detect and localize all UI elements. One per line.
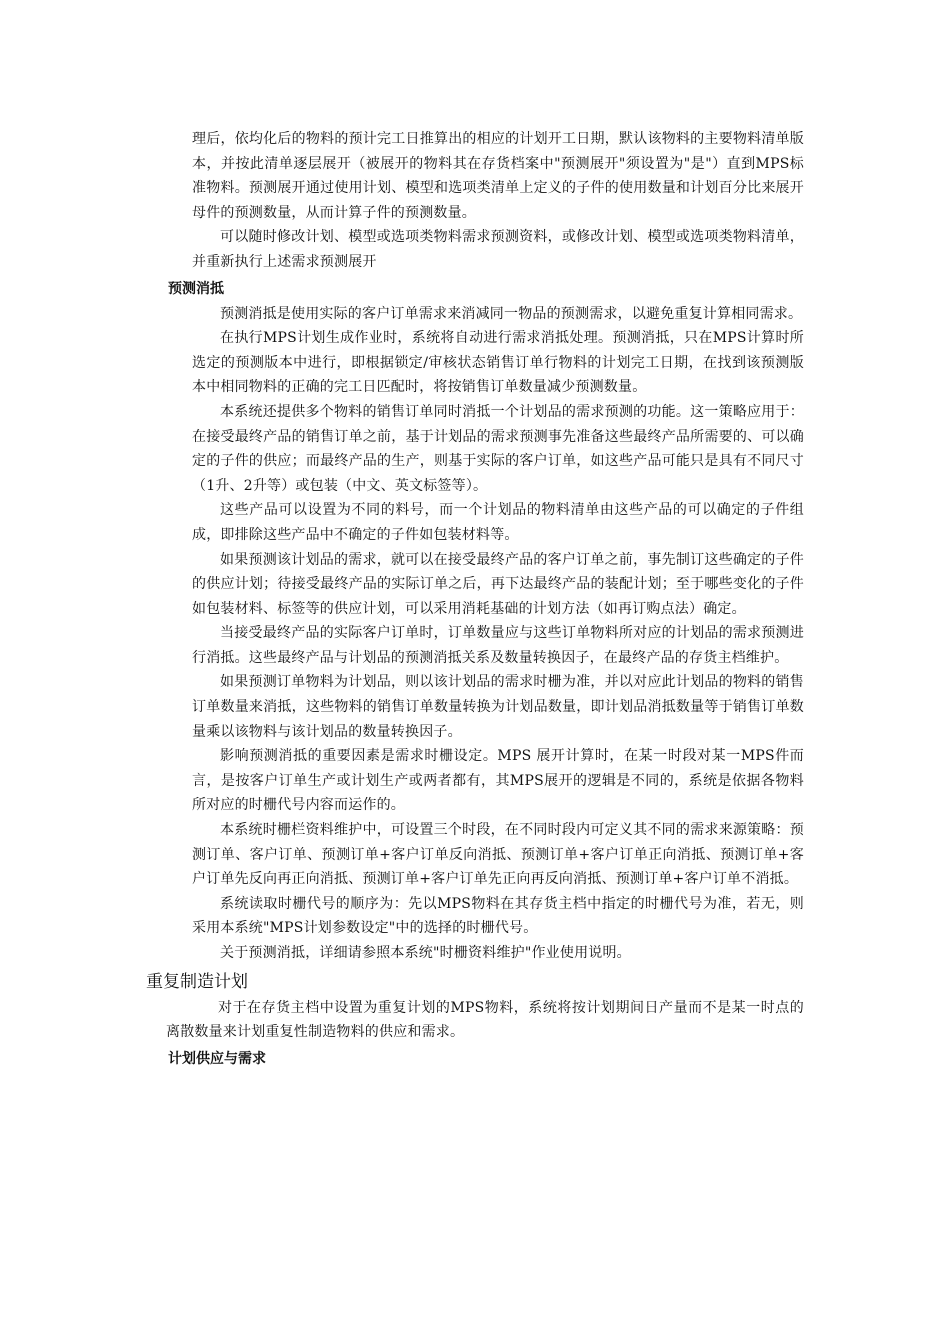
forecast-offset-paragraph-2: 在执行MPS计划生成作业时，系统将自动进行需求消抵处理。预测消抵，只在MPS计算时所选定的预测版本中进行，即根据锁定/审核状态销售订单行物料的计划完工日期，在找到该预测版本中相同物料的正确的完工日匹配时，将按销售订单数量减少预测数量。 bbox=[192, 330, 804, 396]
document-body bbox=[146, 127, 804, 1072]
forecast-offset-paragraph-9: 本系统时栅栏资料维护中，可设置三个时段，在不同时段内可定义其不同的需求来源策略：预测订单、客户订单、预测订单+客户订单反向消抵、预测订单+客户订单正向消抵、预测订单+客户订单先反向再正向消抵、预测订单+客户订单先正向再反向消抵、预测订单+客户订单不消抵。 bbox=[192, 822, 804, 888]
forecast-offset-paragraph-6: 当接受最终产品的实际客户订单时，订单数量应与这些订单物料所对应的计划品的需求预测进行消抵。这些最终产品与计划品的预测消抵关系及数量转换因子，在最终产品的存货主档维护。 bbox=[192, 625, 804, 666]
forecast-offset-paragraph-1: 预测消抵是使用实际的客户订单需求来消减同一物品的预测需求，以避免重复计算相同需求。 bbox=[220, 305, 803, 322]
heading-repetitive-manufacturing: 重复制造计划 bbox=[146, 971, 248, 992]
forecast-offset-paragraph-3: 本系统还提供多个物料的销售订单同时消抵一个计划品的需求预测的功能。这一策略应用于：在接受最终产品的销售订单之前，基于计划品的需求预测事先准备这些最终产品所需要的、可以确定的子件的供应；而最终产品的生产，则基于实际的客户订单，如这些产品可能只是具有不同尺寸（1升、2升等）或包装（中文、英文标签等）。 bbox=[192, 403, 804, 494]
forecast-offset-paragraph-11: 关于预测消抵，详细请参照本系统"时栅资料维护"作业使用说明。 bbox=[220, 945, 631, 961]
repetitive-paragraph: 对于在存货主档中设置为重复计划的MPS物料，系统将按计划期间日产量而不是某一时点的离散数量来计划重复性制造物料的供应和需求。 bbox=[166, 999, 804, 1041]
forecast-offset-paragraph-4: 这些产品可以设置为不同的料号，而一个计划品的物料清单由这些产品的可以确定的子件组成，即排除这些产品中不确定的子件如包装材料等。 bbox=[192, 502, 804, 543]
heading-planned-supply-demand: 计划供应与需求 bbox=[168, 1050, 266, 1067]
intro-paragraph-1: 理后，依均化后的物料的预计完工日推算出的相应的计划开工日期，默认该物料的主要物料清单版本，并按此清单逐层展开（被展开的物料其在存货档案中"预测展开"须设置为"是"）直到MPS标准物料。预测展开通过使用计划、模型和选项类清单上定义的子件的使用数量和计划百分比来展开母件的预测数量，从而计算子件的预测数量。 bbox=[192, 131, 804, 221]
forecast-offset-paragraph-7: 如果预测订单物料为计划品，则以该计划品的需求时栅为准，并以对应此计划品的物料的销售订单数量来消抵，这些物料的销售订单数量转换为计划品数量，即计划品消抵数量等于销售订单数量乘以该物料与该计划品的数量转换因子。 bbox=[192, 674, 804, 740]
forecast-offset-paragraph-5: 如果预测该计划品的需求，就可以在接受最终产品的客户订单之前，事先制订这些确定的子件的供应计划；待接受最终产品的实际订单之后，再下达最终产品的装配计划；至于哪些变化的子件如包装材料、标签等的供应计划，可以采用消耗基础的计划方法（如再订购点法）确定。 bbox=[192, 551, 804, 617]
forecast-offset-paragraph-10: 系统读取时栅代号的顺序为：先以MPS物料在其存货主档中指定的时栅代号为准，若无，则采用本系统"MPS计划参数设定"中的选择的时栅代号。 bbox=[192, 895, 804, 937]
heading-forecast-offset: 预测消抵 bbox=[168, 280, 224, 297]
forecast-offset-paragraph-8: 影响预测消抵的重要因素是需求时栅设定。MPS 展开计算时，在某一时段对某一MPS件而言，是按客户订单生产或计划生产或两者都有，其MPS展开的逻辑是不同的，系统是依据各物料所对应的时栅代号内容而运作的。 bbox=[192, 748, 804, 814]
intro-paragraph-2: 可以随时修改计划、模型或选项类物料需求预测资料，或修改计划、模型或选项类物料清单，并重新执行上述需求预测展开 bbox=[192, 229, 804, 270]
